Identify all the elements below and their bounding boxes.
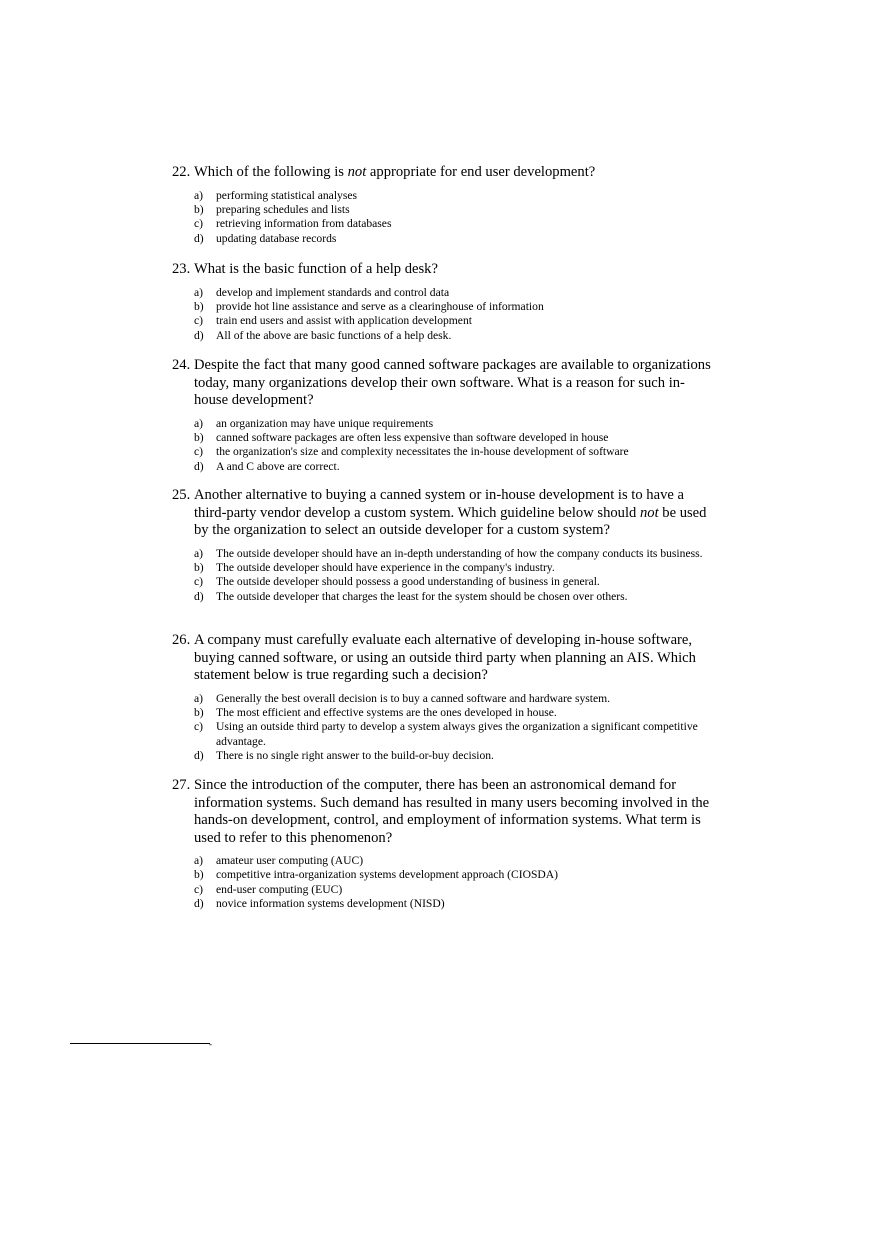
question-number: 24.	[172, 357, 191, 373]
question-25	[172, 487, 712, 604]
question-stem	[172, 777, 712, 847]
option-c: c) Using an outside third party to develop a system always gives the organization a significant competitive advantage.	[194, 720, 698, 748]
answer-options	[194, 417, 712, 475]
footnote-separator	[70, 1043, 210, 1044]
answer-options	[194, 189, 712, 247]
question-number: 27.	[172, 777, 191, 793]
option-b: b) The outside developer should have experience in the company's industry.	[194, 560, 555, 574]
option-a: a) Generally the best overall decision is to buy a canned software and hardware system.	[194, 691, 611, 705]
question-text: Which of the following is not appropriate for end user development?	[194, 164, 596, 180]
question-stem	[172, 164, 712, 182]
option-b: b) preparing schedules and lists	[194, 202, 350, 216]
question-22	[172, 164, 712, 246]
option-a: a) The outside developer should have an in-depth understanding of how the company conducts its business.	[194, 546, 703, 560]
question-number: 26.	[172, 632, 191, 648]
option-c: c) The outside developer should possess a good understanding of business in general.	[194, 575, 600, 589]
option-d: d) There is no single right answer to the build-or-buy decision.	[194, 749, 494, 763]
question-text: Despite the fact that many good canned software packages are available to organizations today, many organizations develop their own software. What is a reason for such in-house development?	[194, 357, 711, 408]
option-c: c) the organization's size and complexity necessitates the in-house development of software	[194, 445, 629, 459]
option-c: c) retrieving information from databases	[194, 217, 392, 231]
option-c: c) end-user computing (EUC)	[194, 882, 343, 896]
option-d: d) A and C above are correct.	[194, 459, 340, 473]
question-text: What is the basic function of a help desk?	[194, 261, 438, 277]
option-b: b) provide hot line assistance and serve as a clearinghouse of information	[194, 299, 544, 313]
question-stem	[172, 261, 712, 279]
question-27	[172, 777, 712, 912]
answer-options	[194, 692, 712, 764]
question-26	[172, 632, 712, 764]
emphasis-not: not	[347, 164, 367, 180]
option-a: a) an organization may have unique requirements	[194, 416, 434, 430]
question-text: Another alternative to buying a canned system or in-house development is to have a third-party vendor develop a custom system. Which guideline below should not be used by the organization to select an outside developer for a custom system?	[194, 487, 707, 538]
answer-options	[194, 854, 712, 912]
question-text: A company must carefully evaluate each alternative of developing in-house software, buying canned software, or using an outside third party when planning an AIS. Which statement below is true regarding such a decision?	[194, 632, 696, 683]
question-text: Since the introduction of the computer, there has been an astronomical demand for information systems. Such demand has resulted in many users becoming involved in the hands-on development, control, and employment of information systems. What term is used to refer to this phenomenon?	[194, 777, 710, 846]
option-b: b) canned software packages are often less expensive than software developed in house	[194, 430, 609, 444]
option-d: d) novice information systems development (NISD)	[194, 897, 445, 911]
emphasis-not: not	[639, 504, 659, 521]
option-b: b) The most efficient and effective systems are the ones developed in house.	[194, 705, 557, 719]
question-stem	[172, 487, 712, 540]
question-23	[172, 261, 712, 343]
option-a: a) performing statistical analyses	[194, 188, 358, 202]
question-number: 22.	[172, 164, 191, 180]
option-d: d) updating database records	[194, 231, 337, 245]
answer-options	[194, 286, 712, 344]
option-a: a) develop and implement standards and control data	[194, 285, 450, 299]
footnote-mark: -	[209, 1039, 212, 1049]
option-b: b) competitive intra-organization systems development approach (CIOSDA)	[194, 868, 559, 882]
option-a: a) amateur user computing (AUC)	[194, 854, 364, 867]
answer-options	[194, 547, 712, 605]
question-number: 25.	[172, 487, 191, 503]
question-stem	[172, 632, 712, 685]
option-d: d) All of the above are basic functions of a help desk.	[194, 328, 452, 342]
question-24	[172, 357, 712, 474]
question-number: 23.	[172, 261, 191, 277]
question-stem	[172, 357, 712, 410]
option-c: c) train end users and assist with application development	[194, 314, 472, 328]
option-d: d) The outside developer that charges the least for the system should be chosen over others.	[194, 589, 628, 603]
